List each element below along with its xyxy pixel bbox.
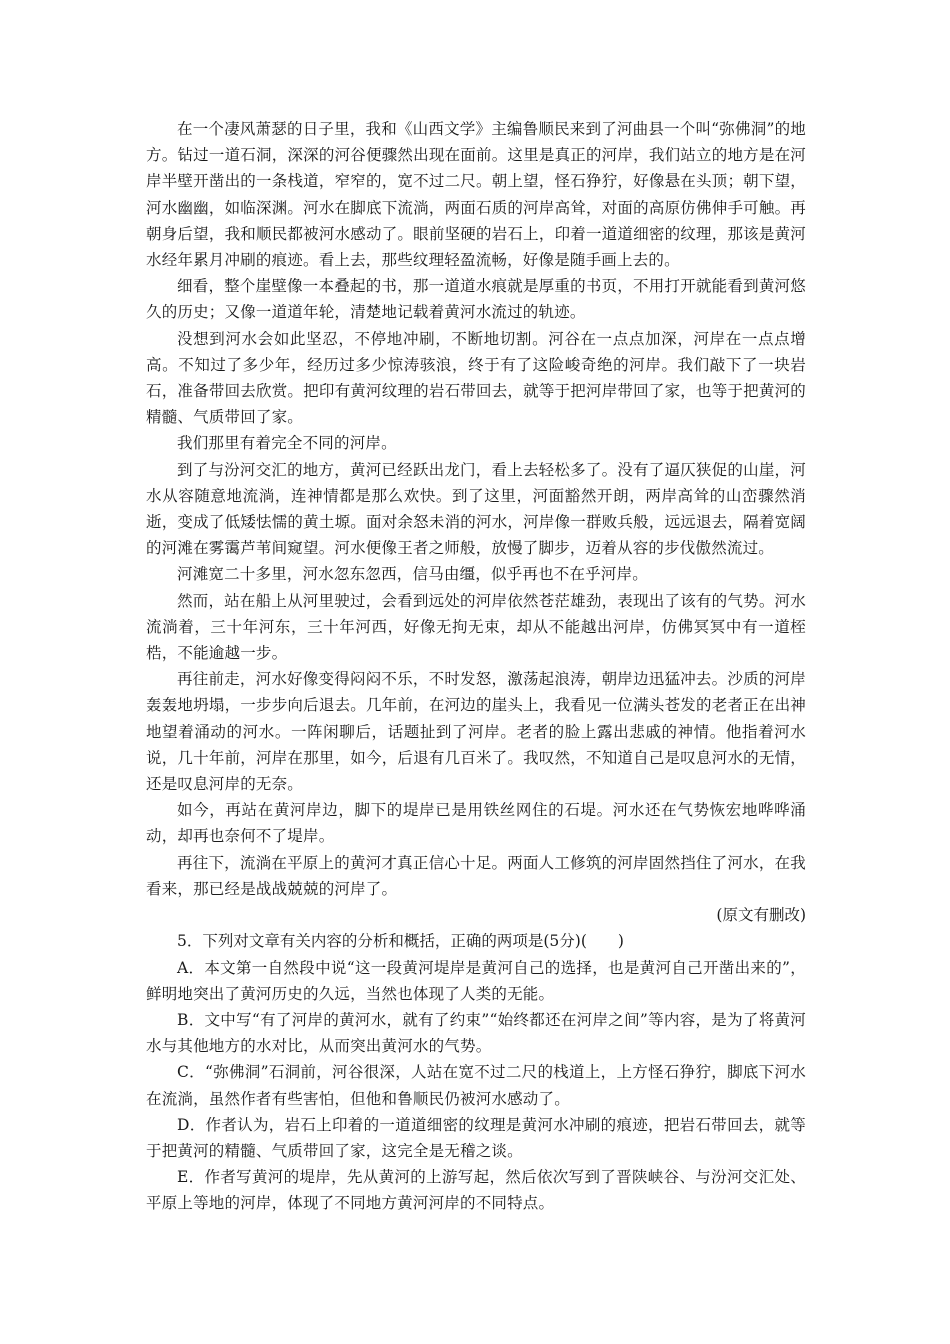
article-paragraph-6: 河滩宽二十多里，河水忽东忽西，信马由缰，似乎再也不在乎河岸。 — [177, 565, 649, 584]
option-a: A．本文第一自然段中说“这一段黄河堤岸是黄河自己的选择，也是黄河自己开凿出来的”，鲜明地突出了黄河历史的久远，当然也体现了人类的无能。 — [146, 958, 806, 1003]
article-paragraph-5: 到了与汾河交汇的地方，黄河已经跃出龙门，看上去轻松多了。没有了逼仄狭促的山崖，河水从容随意地流淌，连神情都是那么欢快。到了这里，河面豁然开朗，两岸高耸的山峦骤然消逝，变成了低矮怯懦的黄土塬。面对余怒未消的河水，河岸像一群败兵般，远远退去，隔着宽阔的河滩在雾霭芦苇间窥望。河水便像王者之师般，放慢了脚步，迈着从容的步伐傲然流过。 — [146, 460, 806, 558]
article-paragraph-10: 再往下，流淌在平原上的黄河才真正信心十足。两面人工修筑的河岸固然挡住了河水，在我看来，那已经是战战兢兢的河岸了。 — [146, 853, 806, 898]
option-d: D．作者认为，岩石上印着的一道道细密的纹理是黄河水冲刷的痕迹，把岩石带回去，就等于把黄河的精髓、气质带回了家，这完全是无稽之谈。 — [146, 1115, 806, 1160]
source-note: (原文有删改) — [716, 906, 806, 925]
question-stem: 5．下列对文章有关内容的分析和概括，正确的两项是(5分)( ) — [177, 932, 624, 951]
document-page — [146, 116, 806, 1217]
article-paragraph-9: 如今，再站在黄河岸边，脚下的堤岸已是用铁丝网住的石堤。河水还在气势恢宏地哗哗涌动，却再也奈何不了堤岸。 — [146, 801, 806, 846]
article-paragraph-8: 再往前走，河水好像变得闷闷不乐，不时发怒，激荡起浪涛，朝岸边迅猛冲去。沙质的河岸轰轰地坍塌，一步步向后退去。几年前，在河边的崖头上，我看见一位满头苍发的老者正在出神地望着涌动的河水。一阵闲聊后，话题扯到了河岸。老者的脸上露出悲戚的神情。他指着河水说，几十年前，河岸在那里，如今，后退有几百米了。我叹然，不知道自己是叹息河水的无情，还是叹息河岸的无奈。 — [146, 670, 806, 794]
article-body — [146, 116, 806, 928]
article-paragraph-1: 在一个凄风萧瑟的日子里，我和《山西文学》主编鲁顺民来到了河曲县一个叫“弥佛洞”的地方。钻过一道石洞，深深的河谷便骤然出现在面前。这里是真正的河岸，我们站立的地方是在河岸半壁开凿出的一条栈道，窄窄的，宽不过二尺。朝上望，怪石狰狞，好像悬在头顶；朝下望，河水幽幽，如临深渊。河水在脚底下流淌，两面石质的河岸高耸，对面的高原仿佛伸手可触。再朝身后望，我和顺民都被河水感动了。眼前坚硬的岩石上，印着一道道细密的纹理，那该是黄河水经年累月冲刷的痕迹。看上去，那些纹理轻盈流畅，好像是随手画上去的。 — [146, 120, 806, 270]
option-c: C．“弥佛洞”石洞前，河谷很深，人站在宽不过二尺的栈道上，上方怪石狰狞，脚底下河水在流淌，虽然作者有些害怕，但他和鲁顺民仍被河水感动了。 — [146, 1063, 806, 1108]
article-paragraph-7: 然而，站在船上从河里驶过，会看到远处的河岸依然苍茫雄劲，表现出了该有的气势。河水流淌着，三十年河东，三十年河西，好像无拘无束，却从不能越出河岸，仿佛冥冥中有一道桎梏，不能逾越一步。 — [146, 591, 806, 663]
article-paragraph-4: 我们那里有着完全不同的河岸。 — [177, 434, 397, 453]
question-block — [146, 928, 806, 1216]
option-e: E．作者写黄河的堤岸，先从黄河的上游写起，然后依次写到了晋陕峡谷、与汾河交汇处、平原上等地的河岸，体现了不同地方黄河河岸的不同特点。 — [146, 1168, 806, 1213]
article-paragraph-3: 没想到河水会如此坚忍，不停地冲刷，不断地切割。河谷在一点点加深，河岸在一点点增高。不知过了多少年，经历过多少惊涛骇浪，终于有了这险峻奇绝的河岸。我们敲下了一块岩石，准备带回去欣赏。把印有黄河纹理的岩石带回去，就等于把河岸带回了家，也等于把黄河的精髓、气质带回了家。 — [146, 329, 806, 427]
option-b: B．文中写“有了河岸的黄河水，就有了约束”“始终都还在河岸之间”等内容，是为了将黄河水与其他地方的水对比，从而突出黄河水的气势。 — [146, 1010, 806, 1056]
article-paragraph-2: 细看，整个崖壁像一本叠起的书，那一道道水痕就是厚重的书页，不用打开就能看到黄河悠久的历史；又像一道道年轮，清楚地记载着黄河水流过的轨迹。 — [146, 277, 806, 322]
